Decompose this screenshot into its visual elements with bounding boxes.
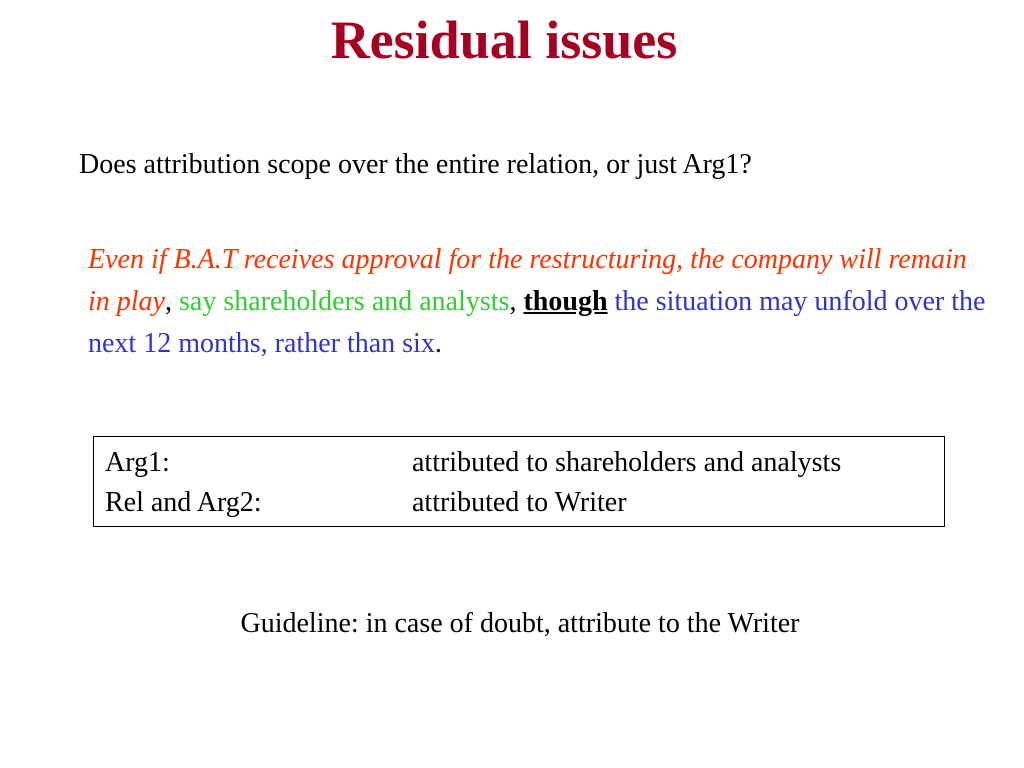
attribution-table <box>93 436 945 527</box>
period: . <box>434 328 442 359</box>
example-passage <box>88 239 988 365</box>
comma-separator: , <box>165 286 172 317</box>
slide-title: Residual issues <box>330 10 678 70</box>
attribution-row <box>105 484 627 522</box>
attribution-text: say shareholders and analysts <box>179 286 510 317</box>
arg2-text: the situation may unfold over the next 12 months, rather than six <box>88 286 986 359</box>
comma-separator: , <box>509 286 517 317</box>
arg1-text: Even if B.A.T receives approval for the restructuring, the company will remain in play <box>88 244 967 317</box>
guideline-text: Guideline: in case of doubt, attribute to the Writer <box>240 608 800 639</box>
connective-text: though <box>523 286 608 317</box>
question-text: Does attribution scope over the entire relation, or just Arg1? <box>79 149 752 180</box>
attribution-row-label: Arg1: <box>105 447 170 478</box>
attribution-row-value: attributed to Writer <box>412 487 627 518</box>
attribution-row <box>105 444 841 482</box>
attribution-row-label: Rel and Arg2: <box>105 487 262 518</box>
attribution-row-value: attributed to shareholders and analysts <box>412 447 842 478</box>
